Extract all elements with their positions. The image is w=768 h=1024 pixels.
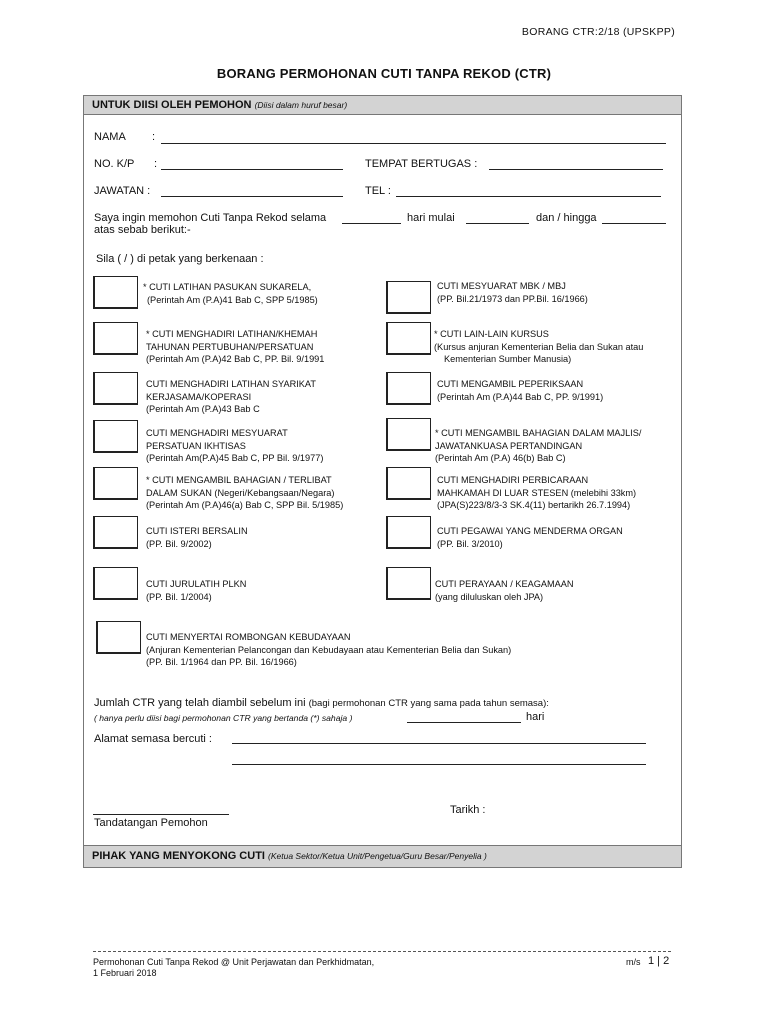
section-applicant-title: UNTUK DIISI OLEH PEMOHON: [92, 99, 252, 111]
jumlah-note: ( hanya perlu diisi bagi permohonan CTR yang bertanda (*) sahaja ): [94, 713, 353, 723]
footer-text: Permohonan Cuti Tanpa Rekod @ Unit Perjawatan dan Perkhidmatan, 1 Februari 2018: [93, 957, 375, 978]
option-cuti-latihan-khemah: * CUTI MENGHADIRI LATIHAN/KHEMAH TAHUNAN PERTUBUHAN/PERSATUAN (Perintah Am (P.A)42 Bab C, PP. Bil. 9/1991: [146, 329, 325, 364]
checkbox-cuti-majlis[interactable]: [386, 418, 431, 451]
checkbox-cuti-mesyuarat-persatuan[interactable]: [93, 420, 138, 453]
checkbox-cuti-sukan[interactable]: [93, 467, 138, 500]
checkbox-cuti-isteri-bersalin[interactable]: [93, 516, 138, 549]
checkbox-cuti-lain-kursus[interactable]: [386, 322, 431, 355]
option-cuti-jurulatih-plkn: CUTI JURULATIH PLKN (PP. Bil. 1/2004): [146, 579, 247, 602]
section-applicant-note: (Diisi dalam huruf besar): [254, 100, 348, 110]
option-cuti-isteri-bersalin: CUTI ISTERI BERSALIN (PP. Bil. 9/2002): [146, 526, 248, 549]
no-kp-field[interactable]: [161, 169, 343, 170]
tempat-bertugas-field[interactable]: [489, 169, 663, 170]
no-kp-colon: :: [154, 158, 158, 170]
option-cuti-peperiksaan: CUTI MENGAMBIL PEPERIKSAAN (Perintah Am (P.A)44 Bab C, PP. 9/1991): [437, 379, 604, 402]
page-number: 1 | 2: [648, 955, 670, 967]
option-cuti-mahkamah: CUTI MENGHADIRI PERBICARAAN MAHKAMAH DI LUAR STESEN (melebihi 33km) (JPA(S)223/8/3-3 SK.4(11) bertarikh 26.7.1994): [437, 475, 637, 510]
section-support-header: [83, 845, 682, 868]
tel-field[interactable]: [396, 196, 661, 197]
nama-field[interactable]: [161, 143, 666, 144]
signature-label: Tandatangan Pemohon: [94, 817, 208, 829]
jumlah-text: Jumlah CTR yang telah diambil sebelum ini (bagi permohonan CTR yang sama pada tahun semasa):: [94, 697, 549, 709]
form-title: BORANG PERMOHONAN CUTI TANPA REKOD (CTR): [216, 66, 552, 81]
option-cuti-mesyuarat-mbk: CUTI MESYUARAT MBK / MBJ (PP. Bil.21/1973 dan PP.Bil. 16/1966): [437, 281, 588, 304]
start-date-field[interactable]: [466, 223, 529, 224]
checkbox-cuti-kebudayaan[interactable]: [96, 621, 141, 654]
tempat-bertugas-label: TEMPAT BERTUGAS :: [365, 158, 478, 170]
checkbox-cuti-latihan-pasukan[interactable]: [93, 276, 138, 309]
nama-colon: :: [152, 131, 156, 143]
section-applicant-header: [83, 95, 682, 115]
option-cuti-lain-kursus: * CUTI LAIN-LAIN KURSUS (Kursus anjuran Kementerian Belia dan Sukan atau Kementerian Sumber Manusia): [434, 329, 644, 364]
no-kp-label: NO. K/P: [94, 158, 135, 170]
signature-line[interactable]: [93, 814, 229, 815]
jawatan-field[interactable]: [161, 196, 343, 197]
option-cuti-majlis: * CUTI MENGAMBIL BAHAGIAN DALAM MAJLIS/ JAWATANKUASA PERTANDINGAN (Perintah Am (P.A) 46(b) Bab C): [435, 428, 642, 463]
request-text-2: hari mulai: [407, 212, 455, 224]
option-cuti-latihan-pasukan: * CUTI LATIHAN PASUKAN SUKARELA, (Perintah Am (P.A)41 Bab C, SPP 5/1985): [143, 282, 318, 305]
option-cuti-perayaan: CUTI PERAYAAN / KEAGAMAAN (yang diluluskan oleh JPA): [435, 579, 574, 602]
alamat-field-2[interactable]: [232, 764, 646, 765]
option-cuti-derma-organ: CUTI PEGAWAI YANG MENDERMA ORGAN (PP. Bil. 3/2010): [437, 526, 623, 549]
days-field[interactable]: [342, 223, 401, 224]
alamat-label: Alamat semasa bercuti :: [94, 733, 212, 745]
checkbox-cuti-derma-organ[interactable]: [386, 516, 431, 549]
option-cuti-kebudayaan: CUTI MENYERTAI ROMBONGAN KEBUDAYAAN (Anjuran Kementerian Pelancongan dan Kebudayaan atau Kementerian Belia dan Sukan) (PP. Bil. 1/1964 dan PP. Bil. 16/1966): [146, 632, 512, 667]
nama-label: NAMA: [94, 131, 126, 143]
tel-label: TEL :: [365, 185, 391, 197]
instruction-text: Sila ( / ) di petak yang berkenaan :: [96, 253, 264, 265]
request-text-3: dan / hingga: [536, 212, 597, 224]
footer-divider: [93, 951, 671, 952]
footer-ms: m/s: [626, 957, 641, 967]
option-cuti-sukan: * CUTI MENGAMBIL BAHAGIAN / TERLIBAT DALAM SUKAN (Negeri/Kebangsaan/Negara) (Perintah Am (P.A)46(a) Bab C, SPP Bil. 5/1985): [146, 475, 344, 510]
checkbox-cuti-latihan-khemah[interactable]: [93, 322, 138, 355]
option-cuti-latihan-koperasi: CUTI MENGHADIRI LATIHAN SYARIKAT KERJASAMA/KOPERASI (Perintah Am (P.A)43 Bab C: [146, 379, 316, 414]
checkbox-cuti-peperiksaan[interactable]: [386, 372, 431, 405]
request-text-1: Saya ingin memohon Cuti Tanpa Rekod selama: [94, 212, 327, 224]
jawatan-label: JAWATAN :: [94, 185, 151, 197]
checkbox-cuti-mahkamah[interactable]: [386, 467, 431, 500]
section-support-title: PIHAK YANG MENYOKONG CUTI: [92, 850, 265, 862]
alamat-field-1[interactable]: [232, 743, 646, 744]
form-code: BORANG CTR:2/18 (UPSKPP): [521, 26, 675, 38]
section-support-note: (Ketua Sektor/Ketua Unit/Pengetua/Guru Besar/Penyelia ): [268, 851, 487, 861]
option-cuti-mesyuarat-persatuan: CUTI MENGHADIRI MESYUARAT PERSATUAN IKHTISAS (Perintah Am(P.A)45 Bab C, PP Bil. 9/1977): [146, 428, 324, 463]
checkbox-cuti-latihan-koperasi[interactable]: [93, 372, 138, 405]
tarikh-label: Tarikh :: [450, 804, 486, 816]
end-date-field[interactable]: [602, 223, 666, 224]
checkbox-cuti-mesyuarat-mbk[interactable]: [386, 281, 431, 314]
request-text-4: atas sebab berikut:-: [94, 224, 191, 236]
checkbox-cuti-jurulatih-plkn[interactable]: [93, 567, 138, 600]
jumlah-field[interactable]: [407, 722, 521, 723]
checkbox-cuti-perayaan[interactable]: [386, 567, 431, 600]
jumlah-hari: hari: [526, 711, 545, 723]
